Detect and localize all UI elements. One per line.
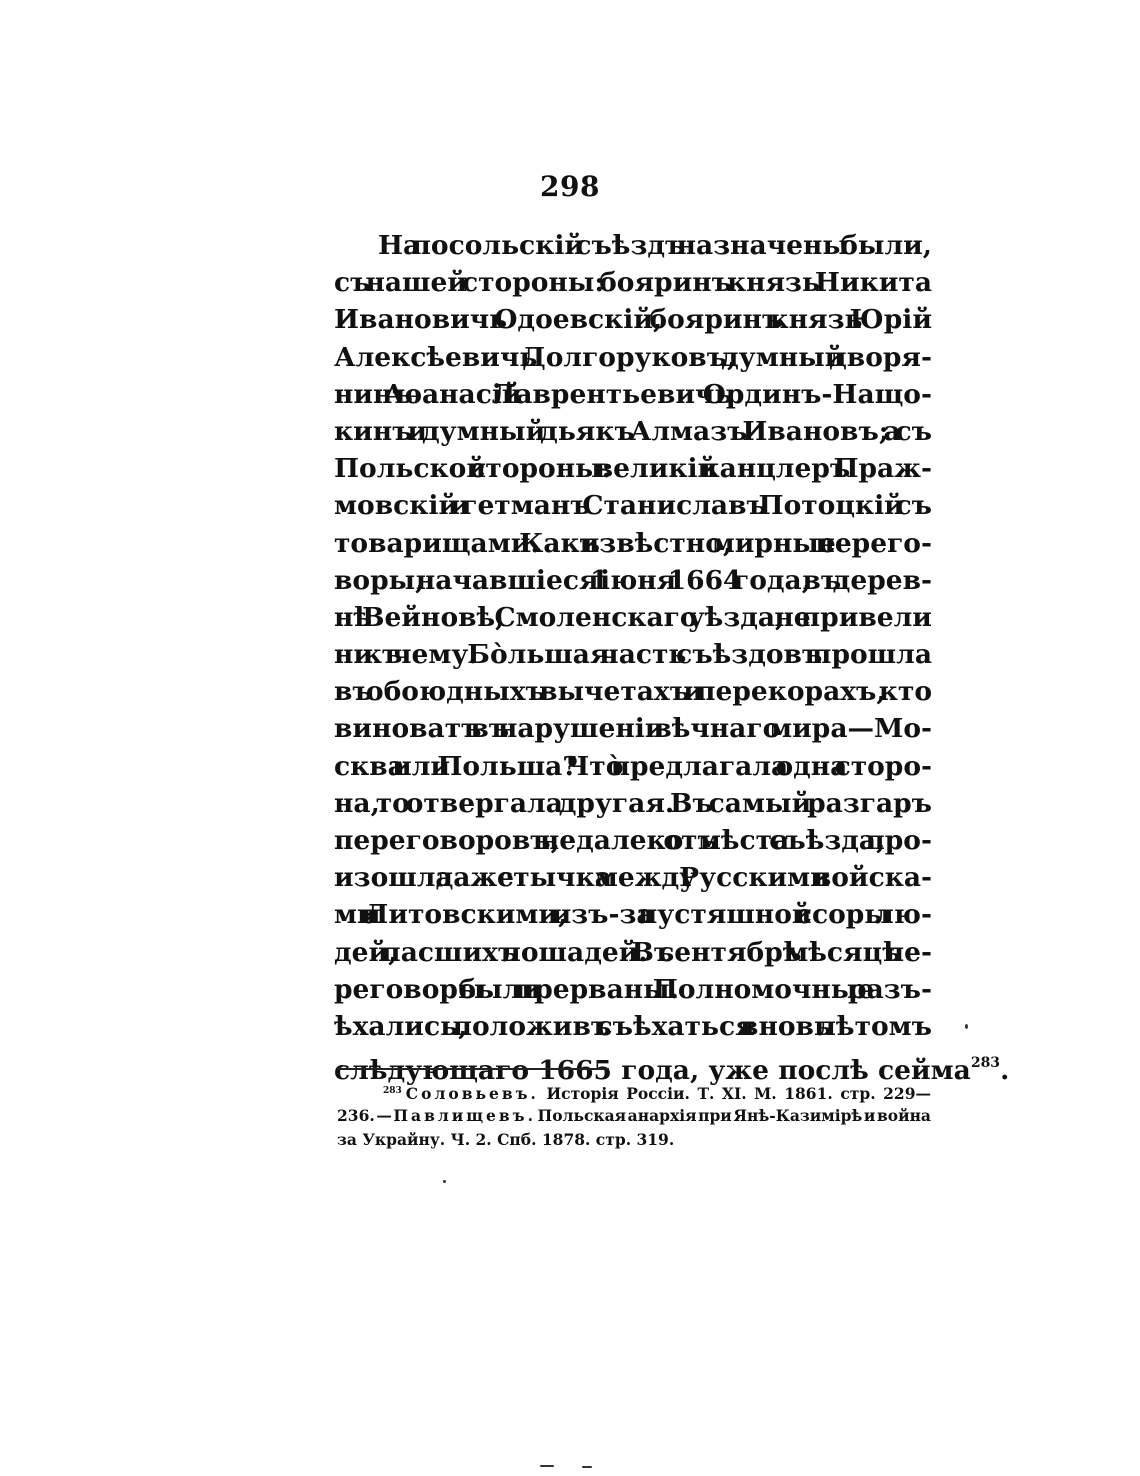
- footnote-line: за Украйну. Ч. 2. Спб. 1878. стр. 319.: [337, 1130, 675, 1149]
- text-line: кинъ и думный дьякъ Алмазъ Ивановъ; а съ: [334, 415, 933, 447]
- text-line: Ивановичь Одоевскій, бояринъ князь Юрій: [334, 304, 933, 336]
- text-line: ни къ чему. Бо̀льшая часть съѣздовъ прошла: [334, 639, 932, 671]
- main-text: [334, 227, 1010, 1087]
- text-line: На посольскій съѣздъ назначены были,: [378, 230, 933, 261]
- scan-speck: [443, 1180, 446, 1183]
- text-line: нинъ Аѳанасій Лаврентьевичь Ординъ-Нащо-: [334, 378, 932, 410]
- text-line: ѣхались, положивъ съѣхаться вновь лѣтомъ: [334, 1010, 933, 1042]
- page-number: 298: [540, 170, 600, 203]
- text-line: въ обоюдныхъ вычетахъ и перекорахъ, кто: [334, 676, 933, 708]
- text-line: нѣ Вейновѣ, Смоленскаго уѣзда, не привели: [334, 601, 932, 633]
- text-line: изошла даже стычка между Русскими войска-: [334, 862, 933, 894]
- scan-speck: [582, 1466, 592, 1468]
- footnote-author: Соловьевъ.: [405, 1084, 539, 1103]
- footnote-text: Исторія Россіи. Т. XI. М. 1861. стр. 229—: [538, 1084, 931, 1103]
- scan-speck: [965, 1024, 968, 1029]
- text-line: переговоровъ, недалеко отъ мѣста съѣзда, про-: [334, 825, 932, 856]
- footnote-text: Польская анархія при Янѣ-Казимірѣ и война: [535, 1105, 931, 1125]
- text-line: товарищами. Какъ извѣстно, мирные перего-: [334, 527, 932, 559]
- footnote-reference[interactable]: 283: [970, 1055, 1001, 1072]
- text-line: воры, начавшіеся 1 іюня 1664 года, въ дерев-: [334, 564, 932, 596]
- text-line: Алексѣевичь Долгоруковъ, думный дворя-: [334, 341, 932, 373]
- footnote: [337, 1079, 937, 1153]
- text-line: мовскій и гетманъ Станиславъ Потоцкій съ: [334, 490, 932, 522]
- text-line: виноватъ въ нарушеніи вѣчнаго мира—Мо-: [334, 713, 932, 745]
- footnote-text: 236. —: [337, 1105, 394, 1125]
- text-line: ми и Литовскими, изъ-за пустяшной ссоры лю-: [334, 899, 932, 931]
- scan-speck: [540, 1465, 554, 1467]
- footnote-author: Павлищевъ.: [393, 1105, 536, 1125]
- text-line: сква или Польша? Что̀ предлагала одна сторо-: [334, 750, 933, 782]
- text-line: съ нашей стороны: бояринъ князь Никита: [334, 267, 933, 299]
- text-line: на, то отвергала другая. Въ самый разгаръ: [334, 787, 933, 819]
- text-line: дей, пасшихъ лошадей. Въ сентябрѣ мѣсяцѣ пе-: [334, 936, 932, 968]
- footnote-line: [337, 1079, 937, 1104]
- footnote-line: [337, 1104, 937, 1129]
- text-line: Польской стороны: великій канцлеръ Праж-: [334, 453, 932, 485]
- footnote-divider: [337, 1068, 609, 1070]
- footnote-mark: 283: [383, 1086, 402, 1096]
- last-line-end: .: [1000, 1055, 1010, 1087]
- text-line-last: [334, 1045, 1010, 1087]
- text-line: реговоры были прерваны. Полномочные разъ-: [334, 973, 933, 1005]
- last-line-text: слѣдующаго 1665 года, уже послѣ сейма: [334, 1055, 971, 1087]
